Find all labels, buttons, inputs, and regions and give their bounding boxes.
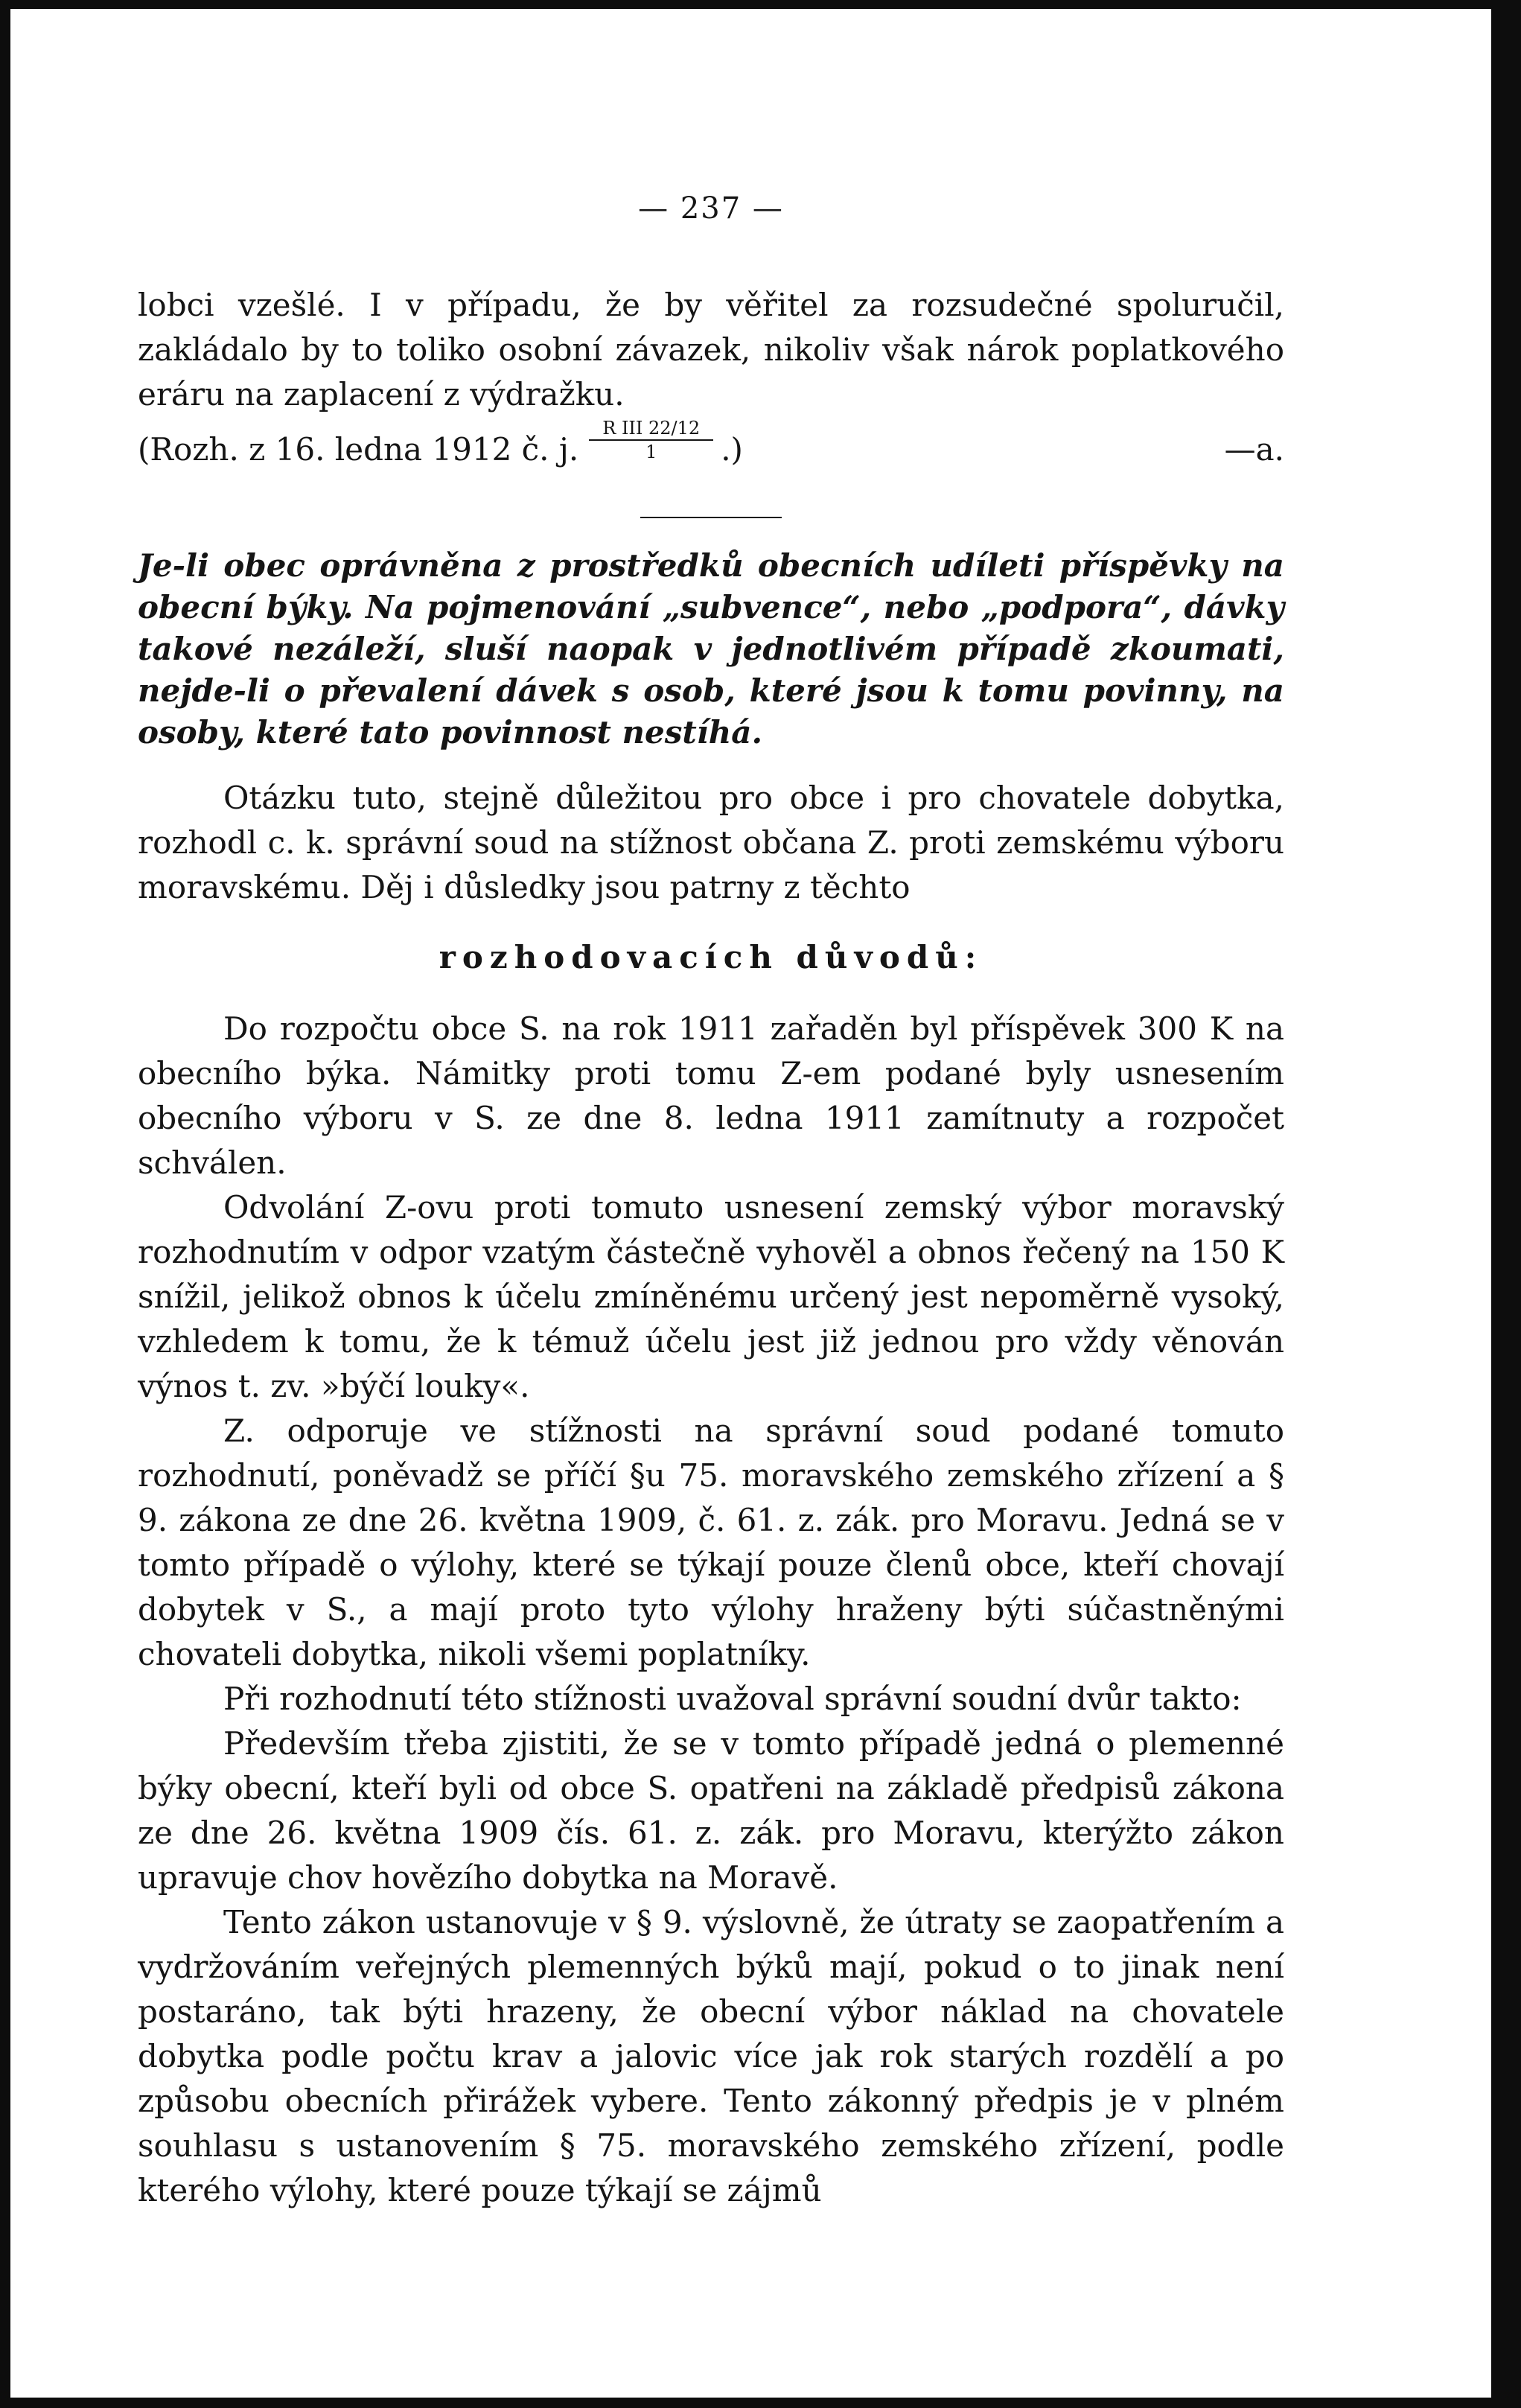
reference-text: (Rozh. z 16. ledna 1912 č. j. xyxy=(138,431,579,468)
document-page xyxy=(138,186,1284,2213)
body-paragraph: Tento zákon ustanovuje v § 9. výslovně, že útraty se zaopatřením a vydržováním veřejných plemenných býků mají, pokud o to jinak není postaráno, tak býti hrazeny, že obecní výbor náklad na chovatele dobytka podle počtu krav a jalovic více jak rok starých rozdělí a po způsobu obecních přirážek vybere. Tento zákonný předpis je v plném souhlasu s ustanovením § 75. moravského zemského zřízení, podle kterého výlohy, které pouze týkají se zájmů xyxy=(138,1904,1284,2208)
body-paragraph: Při rozhodnutí této stížnosti uvažoval správní soudní dvůr takto: xyxy=(223,1681,1242,1717)
fraction-numerator: R III 22/12 xyxy=(589,418,713,441)
reference-close: .) xyxy=(721,431,743,468)
intro-paragraph: lobci vzešlé. I v případu, že by věřitel za rozsudečné spoluručil, zakládalo by to toliko osobní závazek, nikoliv však nárok poplatkového eráru na zaplacení z výdražku. xyxy=(138,287,1284,413)
decision-reference xyxy=(138,418,1284,472)
body-paragraph: Z. odporuje ve stížnosti na správní soud podané tomuto rozhodnutí, poněvadž se příčí §u 75. moravského zemského zřízení a § 9. zákona ze dne 26. května 1909, č. 61. z. zák. pro Moravu. Jedná se v tomto případě o výlohy, které se týkají pouze členů obce, kteří chovají dobytek v S., a mají proto tyto výlohy hraženy býti súčastněnými chovateli dobytka, nikoli všemi poplatníky. xyxy=(138,1412,1284,1672)
section-divider xyxy=(640,517,782,518)
reference-sign: —a. xyxy=(1224,431,1284,468)
body-paragraph-intro: Otázku tuto, stejně důležitou pro obce i pro chovatele dobytka, rozhodl c. k. správní soud na stížnost občana Z. proti zemskému výboru moravskému. Děj i důsledky jsou patrny z těchto xyxy=(138,780,1284,905)
section-title: rozhodovacích důvodů: xyxy=(439,939,983,975)
fraction-denominator: 1 xyxy=(645,442,657,462)
body-paragraph: Především třeba zjistiti, že se v tomto případě jedná o plemenné býky obecní, kteří byli od obce S. opatřeni na základě předpisů zákona ze dne 26. května 1909 čís. 61. z. zák. pro Moravu, kterýžto zákon upravuje chov hovězího dobytka na Moravě. xyxy=(138,1725,1284,1896)
body-paragraph: Odvolání Z-ovu proti tomuto usnesení zemský výbor moravský rozhodnutím v odpor vzatým částečně vyhověl a obnos řečený na 150 K snížil, jelikož obnos k účelu zmíněnému určený jest nepoměrně vysoký, vzhledem k tomu, že k témuž účelu jest již jednou pro vždy věnován výnos t. zv. »býčí louky«. xyxy=(138,1189,1284,1404)
body-paragraph: Do rozpočtu obce S. na rok 1911 zařaděn byl příspěvek 300 K na obecního býka. Námitky proti tomu Z-em podané byly usnesením obecního výboru v S. ze dne 8. ledna 1911 zamítnuty a rozpočet schválen. xyxy=(138,1010,1284,1181)
page-number: — 237 — xyxy=(638,191,784,226)
reference-fraction xyxy=(589,418,713,462)
headnote: Je-li obec oprávněna z prostředků obecních udíleti příspěvky na obecní býky. Na pojmenování „subvence“, nebo „podpora“, dávky takové nezáleží, sluší naopak v jednotlivém případě zkoumati, nejde-li o převalení dávek s osob, které jsou k tomu povinny, na osoby, které tato povinnost nestíhá. xyxy=(138,547,1284,751)
